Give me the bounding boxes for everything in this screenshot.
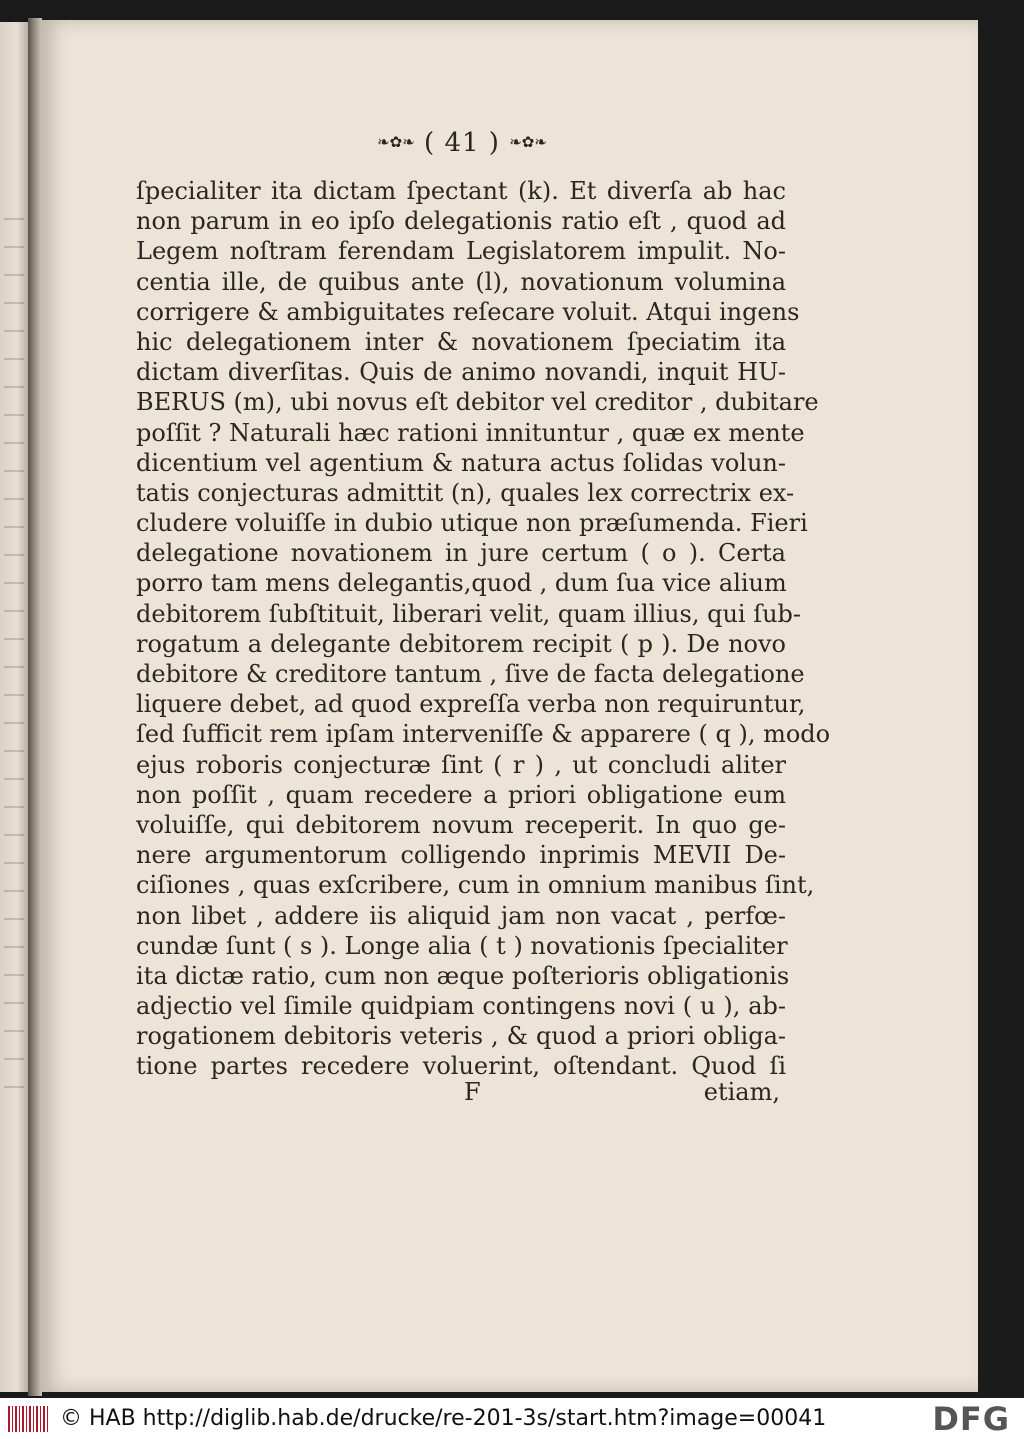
page-number: ( 41 ) [424, 128, 500, 158]
text-line-content: non libet , addere iis aliquid jam non vacat , perfœ- [136, 901, 786, 930]
text-line [136, 297, 800, 327]
page-header [322, 128, 602, 168]
text-line-content: tione partes recedere voluerint, oſtendant. Quod ſi [136, 1052, 786, 1081]
text-line-content: Legem noſtram ferendam Legislatorem impulit. No- [136, 237, 786, 266]
page-foot [136, 1078, 786, 1110]
text-line [136, 327, 786, 357]
text-line [136, 1021, 786, 1051]
facing-page-edge [0, 22, 28, 1392]
hab-barcode-logo-icon [8, 1406, 48, 1432]
text-line-content: hic delegationem inter & novationem ſpeciatim ita [136, 327, 786, 356]
header-ornament-right-icon: ❧✿❧ [509, 133, 547, 151]
text-line-content: delegatione novationem in jure certum ( o ). Certa [136, 539, 786, 568]
text-line [136, 870, 815, 900]
text-line [136, 418, 805, 448]
text-line [136, 840, 786, 870]
text-line [136, 387, 819, 417]
text-line-content: ejus roboris conjecturæ ſint ( r ) , ut concludi aliter [136, 750, 786, 779]
text-line [136, 478, 795, 508]
viewer-footer [0, 1398, 1024, 1439]
text-line [136, 206, 786, 236]
text-line-content: ſed ſufficit rem ipſam interveniſſe & apparere ( q ), modo [136, 720, 831, 749]
text-line [136, 236, 786, 266]
text-line [136, 931, 786, 961]
text-line-content: non poſſit , quam recedere a priori obligatione eum [136, 780, 786, 809]
text-line-content: centia ille, de quibus ante (l), novationum volumina [136, 267, 786, 296]
text-line-content: voluiſſe, qui debitorem novum receperit. In quo ge- [136, 810, 786, 839]
header-ornament-left-icon: ❧✿❧ [377, 133, 415, 151]
text-line-content: rogatum a delegante debitorem recipit ( p ). De novo [136, 629, 786, 658]
text-line [136, 448, 786, 478]
text-line-content: porro tam mens delegantis,quod , dum ſua vice alium [136, 569, 787, 598]
text-line [136, 901, 786, 931]
text-line-content: cundæ ſunt ( s ). Longe alia ( t ) novationis ſpecialiter [136, 931, 788, 960]
text-line [136, 750, 786, 780]
text-line-content: corrigere & ambiguitates reſecare voluit. Atqui ingens [136, 297, 800, 326]
text-line-content: debitorem ſubſtituit, liberari velit, quam illius, qui ſub- [136, 599, 802, 628]
text-line [136, 176, 786, 206]
text-line [136, 780, 786, 810]
text-line-content: adjectio vel ſimile quidpiam contingens novi ( u ), ab- [136, 992, 786, 1021]
text-line [136, 991, 786, 1021]
text-line [136, 810, 786, 840]
footer-copyright-url[interactable]: © HAB http://diglib.hab.de/drucke/re-201-3s/start.htm?image=00041 [60, 1406, 827, 1431]
text-line-content: dicentium vel agentium & natura actus ſolidas volun- [136, 448, 786, 477]
text-line-content: ita dictæ ratio, cum non æque poſterioris obligationis [136, 961, 790, 990]
text-line [136, 599, 802, 629]
body-text [136, 176, 831, 1082]
text-line-content: cludere voluiſſe in dubio utique non præſumenda. Fieri [136, 509, 808, 538]
text-line-content: nere argumentorum colligendo inprimis MEVII De- [136, 841, 786, 870]
text-line-content: ſpecialiter ita dictam ſpectant (k). Et diverſa ab hac [136, 177, 786, 205]
text-line-content: debitore & creditore tantum , ſive de facta delegatione [136, 660, 805, 688]
text-line [136, 689, 806, 719]
text-line-content: non parum in eo ipſo delegationis ratio eſt , quod ad [136, 207, 786, 236]
text-line-content: liquere debet, ad quod expreſſa verba non requiruntur, [136, 690, 806, 719]
text-line [136, 961, 790, 991]
text-line [136, 568, 786, 598]
text-line-content: BERUS (m), ubi novus eſt debitor vel creditor , dubitare [136, 388, 819, 417]
signature-mark: F [464, 1078, 481, 1106]
facing-page-text-fragment [4, 192, 24, 1092]
text-line-content: ciſiones , quas exſcribere, cum in omnium manibus ſint, [136, 871, 815, 900]
dfg-logo: DFG [932, 1399, 1010, 1438]
text-line-content: poſſit ? Naturali hæc rationi innituntur , quæ ex mente [136, 418, 805, 447]
text-line [136, 719, 831, 749]
catchword: etiam, [703, 1078, 780, 1106]
text-line [136, 538, 786, 568]
text-line [136, 267, 786, 297]
scan-background [978, 14, 1024, 1398]
text-line-content: dictam diverſitas. Quis de animo novandi, inquit HU- [136, 358, 786, 387]
text-line [136, 629, 786, 659]
text-line-content: tatis conjecturas admittit (n), quales lex correctrix ex- [136, 478, 795, 507]
text-line [136, 508, 808, 538]
text-line-content: rogationem debitoris veteris , & quod a priori obliga- [136, 1022, 786, 1051]
text-line [136, 357, 786, 387]
text-line [136, 659, 805, 689]
